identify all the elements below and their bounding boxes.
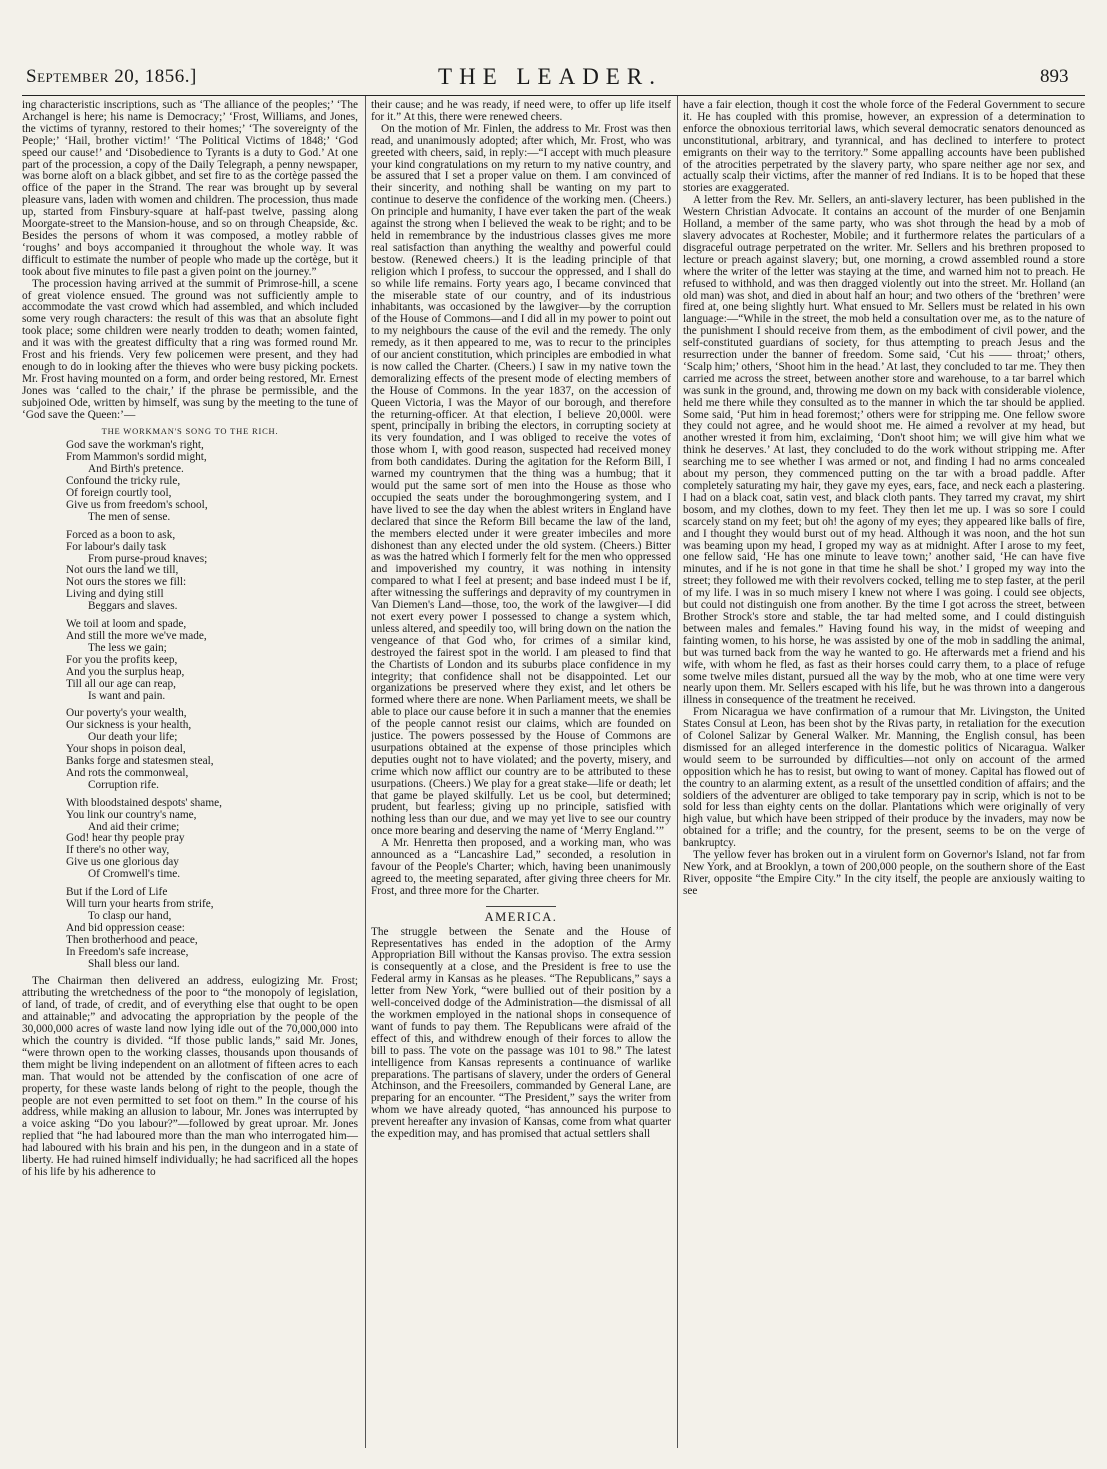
poem-line: We toil at loom and spade, [66,618,187,631]
poem-line: God save the workman's right, [66,439,204,452]
poem-line: Of Cromwell's time. [88,868,181,881]
poem-line: Then brotherhood and peace, [66,933,198,946]
column-2 [371,100,671,1450]
poem-line: Give us from freedom's school, [66,498,208,511]
poem-line: And you the surplus heap, [66,665,185,678]
poem-line: Our death your life; [88,731,178,744]
poem-line: For labour's daily task [66,540,167,553]
poem-line: Will turn your hearts from strife, [66,898,214,910]
poem-stanza [22,440,358,523]
poem-line: God! hear thy people pray [66,832,185,845]
section-title-america: AMERICA. [484,909,558,924]
poem-line: But if the Lord of Life [66,886,168,899]
poem-line: And aid their crime; [88,820,180,833]
column-3 [683,100,1085,1450]
section-rule [486,906,556,907]
poem-line: Confound the tricky rule, [66,475,181,488]
poem-line: With bloodstained despots' shame, [66,796,222,809]
paragraph: have a fair election, though it cost the whole force of the Federal Government to secure it. He has coupled with this promise, however, an expression of a determination to enforce the obnoxious territorial laws, which several democratic senators denounced as unconstitutional, arbitrary, and tyrannical, and has declined to interfere to protect emigrants on their way to the territory.” Some appalling accounts have been published of the atrocities perpetrated by the slavery party, who spare neither age nor sex, and actually scalp their victims, after the manner of red Indians. It is to be hoped that these stories are exaggerated. [683,100,1085,195]
poem-line: Give us one glorious day [66,856,179,869]
poem-line: And Birth's pretence. [88,463,184,476]
poem-line: Our sickness is your health, [66,719,192,732]
poem-line: From purse-proud knaves; [88,552,208,565]
issue-date: September 20, 1856.] [26,66,197,87]
poem-line: Forced as a boon to ask, [66,528,176,541]
poem-line: Is want and pain. [88,689,166,702]
poem-line: Your shops in poison deal, [66,743,186,756]
page-header [0,64,1107,94]
paragraph: The procession having arrived at the summit of Primrose-hill, a scene of great violence ensued. The ground was not sufficiently ample to accommodate the vast crowd which had assembled, and which included some very rough characters: the result of this was that an absolute fight took place; some children were nearly trodden to death; women fainted, and it was with the greatest difficulty that a ring was formed round Mr. Frost and his friends. Very few policemen were present, and they had enough to do in looking after the thieves who were busy picking pockets. Mr. Frost having mounted on a form, and order being restored, Mr. Ernest Jones was ‘called to the chair,’ if the phrase be permissible, and the subjoined Ode, written by himself, was sung by the meeting to the tune of ‘God save the Queen:’— [22,277,358,421]
poem-line: The less we gain; [88,641,167,654]
poem-line: In Freedom's safe increase, [66,945,189,958]
page-number: 893 [1040,66,1069,87]
paragraph: On the motion of Mr. Finlen, the address to Mr. Frost was then read, and unanimously adopted; after which, Mr. Frost, who was greeted with cheers, said, in reply:—“I accept with much pleasure your kind congratulations on my return to my native country, and be assured that I set a proper value on them. I am convinced of their sincerity, and nothing shall be wanting on my part to continue to deserve the confidence of the working men. (Cheers.) On principle and humanity, I have ever taken the part of the weak against the strong when I believed the weak to be right; and to be held in remembrance by the industrious classes gives me more real satisfaction than anything the wealthy and powerful could bestow. (Renewed cheers.) It is the leading principle of that religion which I profess, to succour the oppressed, and I shall do so while life remains. Forty years ago, I became convinced that the miserable state of our country, and of its industrious inhabitants, was occasioned by the lawgiver—by the corruption of the House of Commons—and I did all in my power to point out to my neighbours the cause of the evil and the remedy. The only remedy, as it then appeared to me, was to recur to the principles of our ancient constitution, which principles are embodied in what is now called the Charter. (Cheers.) I saw in my native town the demoralizing effects of the present mode of electing members of the House of Commons. In the year 1837, on the accession of Queen Victoria, I was the Mayor of our borough, and therefore the returning-officer. At that election, I believe 20,000l. were spent, principally in bribing the electors, in corrupting society at its very foundation, and I was obliged to receive the votes of those whom I, with good reason, suspected had received money from both candidates. During the agitation for the Reform Bill, I warned my countrymen that the thing was a humbug; that it would put the same sort of men into the House as those who occupied the seats under the boroughmongering system, and I have lived to see the day when the ablest writers in England have declared that since the Reform Bill became the law of the land, the members elected under it were greater imbeciles and more dishonest than any elected under the old system. (Cheers.) Bitter as was the hatred which I formerly felt for the men who oppressed and impoverished my country, it was nothing in intensity compared to what I feel at present; and base indeed must I be if, after witnessing the sufferings and depravity of my countrymen in Van Diemen's Land—those, too, the work of the lawgiver—I did not exert every power I possessed to change a system which, unless altered, and speedily too, will bring down on the nation the vengeance of that God who, for crimes of a similar kind, destroyed the fairest spot in the world. I am pleased to find that the Chartists of London and its suburbs place confidence in my integrity; that confidence shall not be disappointed. Let our organizations be preserved where they exist, and let others be formed where there are none. When Parliament meets, we shall be able to place our cause before it in such a manner that the enemies of the people cannot resist our claims, which are founded on justice. The powers possessed by the House of Commons are usurpations obtained at the expense of those principles which deputies ought not to have violated; and the poverty, misery, and crime which now afflict our country are to be attributed to these usurpations. (Cheers.) We play for a great stake—life or death; let that game be played skilfully. Let us be cool, but determined; prudent, but fearless; giving up no principle, satisfied with nothing less than our due, and we may yet live to see our country once more bearing and deserving the name of ‘Merry England.’” [371,122,671,838]
poem-line: Living and dying still [66,588,164,601]
poem-line: From Mammon's sordid might, [66,451,207,464]
paragraph: their cause; and he was ready, if need were, to offer up life itself for it.” At this, there were renewed cheers. [371,100,671,123]
poem-line: You link our country's name, [66,808,197,821]
column-divider-2 [677,96,678,1448]
poem-title: THE WORKMAN'S SONG TO THE RICH. [101,426,279,437]
poem-line: Our poverty's your wealth, [66,707,187,720]
paragraph: A letter from the Rev. Mr. Sellers, an anti-slavery lecturer, has been published in the Western Christian Advocate. It contains an account of the murder of one Benjamin Holland, a member of the same party, who was shot through the head by a mob of slavery advocates at Rochester, Mobile; and it furthermore relates the particulars of a disgraceful outrage perpetrated on the writer. Mr. Sellers and his brethren proposed to lecture or preach against slavery; but, one morning, a crowd assembled round a store where the writer of the letter was staying at the time, and warned him not to preach. He refused to withhold, and was then dragged violently out into the street. Mr. Holland (an old man) was shot, and died in about half an hour; and two others of the ‘brethren’ were fired at, one being slightly hurt. What ensued to Mr. Sellers must be related in his own language:—“While in the street, the mob held a consultation over me, as to the nature of the punishment I should receive from them, as the embodiment of civil power, and the self-constituted guardians of society, for thus attempting to preach Jesus and the resurrection under the banner of freedom. Some said, ‘Cut his —— throat;’ others, ‘Scalp him;’ others, ‘Shoot him in the head.’ At last, they concluded to tar me. They then carried me across the street, between another store and warehouse, to a tar barrel which was sunk in the ground, and, throwing me down on my back with considerable violence, held me there while they consulted as to the manner in which the tar should be applied. Some said, ‘Put him in head foremost;’ others were for stripping me. One fellow swore they could not agree, and he would shoot me. He aimed a revolver at my head, but another wrested it from him, exclaiming, ‘Don't shoot him; we will give him what we think he deserves.’ At last, they concluded to do the work without stripping me. After searching me to see whether I was armed or not, and finding I had no arms concealed about my person, they commenced putting on the tar with a broad paddle. After completely saturating my hair, they gave my eyes, ears, face, and neck each a plastering. I had on a black coat, satin vest, and black cloth pants. They tarred my cravat, my shirt bosom, and my clothes, down to my feet. They then let me up. I was so sore I could scarcely stand on my feet; but oh! the agony of my eyes; they appeared like balls of fire, and I thought they would burst out of my head. Although it was noon, and the hot sun was beaming upon my head, I groped my way as at midnight. After I arose to my feet, one fellow said, ‘He has one minute to leave town;’ another said, ‘He can have five minutes, and if he is not gone in that time he shall be shot.’ I groped my way into the street; they followed me with their revolvers cocked, telling me to step faster, at the peril of my life. I was in so much misery I knew not where I was going. I could see objects, but could not distinguish one from another. By the time I got across the street, between Brother Strock's store and stable, the tar had melted some, and I could distinguish between males and females.” Having found his way, in the midst of weeping and fainting women, to his horse, he was assisted by one of the mob in saddling the animal, but was turned back from the way he wanted to go. He afterwards met a friend and his wife, with whom he fled, as fast as their horses could carry them, to a place of refuge some twelve miles distant, pursued all the way by the mob, who at one time were very nearly upon them. Mr. Sellers escaped with his life, but he was thrown into a dangerous illness in consequence of the treatment he received. [683,194,1085,707]
poem-line: Not ours the land we till, [66,564,179,577]
poem-line: And rots the commonweal, [66,766,189,779]
paragraph: A Mr. Henretta then proposed, and a working man, who was announced as a “Lancashire Lad,” seconded, a resolution in favour of the People's Charter; which, having been unanimously agreed to, the meeting separated, after giving three cheers for Mr. Frost, and three more for the Charter. [371,837,671,897]
poem-line: Not ours the stores we fill: [66,576,187,589]
header-rule [22,95,1085,96]
poem-line: Corruption rife. [88,778,159,791]
poem-stanza [22,887,358,970]
poem-stanza [22,619,358,702]
poem-line: Till all our age can reap, [66,677,177,690]
poem-stanza [22,708,358,791]
poem-line: Of foreign courtly tool, [66,487,172,499]
paragraph: The Chairman then delivered an address, eulogizing Mr. Frost; attributing the wretchedness of the poor to “the monopoly of legislation, of land, of trade, of credit, and of everything else that ought to be open and attainable;” and advocating the appropriation by the people of the 30,000,000 acres of waste land now lying idle out of the 70,000,000 into which the country is divided. “If those public lands,” said Mr. Jones, “were thrown open to the working classes, thousands upon thousands of them might be living independent on an allotment of fifteen acres to each man. That would not be attended by the confiscation of one acre of property, for these waste lands belong of right to the people, though the people are not even permitted to set foot on them.” In the course of his address, while making an allusion to labour, Mr. Jones was interrupted by a voice asking “Do you labour?”—followed by great uproar. Mr. Jones replied that “he had laboured more than the man who interrogated him—had laboured with his brain and his pen, in the dungeon and in a state of liberty. He had ruined himself individually; he had sacrificed all the hopes of his life by his adherence to [22,975,358,1178]
poem-line: Shall bless our land. [88,957,180,970]
poem-line: To clasp our hand, [88,909,172,922]
poem-line: Beggars and slaves. [88,600,178,613]
poem-line: Banks forge and statesmen steal, [66,755,214,768]
poem-stanza [22,530,358,613]
paragraph: The struggle between the Senate and the House of Representatives has ended in the adoption of the Army Appropriation Bill without the Kansas proviso. The extra session is consequently at a close, and the President is free to use the Federal army in Kansas as he pleases. “The Republicans,” says a letter from New York, “were bullied out of their position by a well-conceived dodge of the Administration—the dismissal of all the workmen employed in the national shops in consequence of want of funds to pay them. The Republicans were afraid of the effect of this, and withdrew enough of their forces to allow the bill to pass. The vote on the passage was 101 to 98.” The latest intelligence from Kansas represents a continuance of warlike preparations. The partisans of slavery, under the orders of General Atchinson, and the Freesoilers, commanded by General Lane, are preparing for an encounter. “The President,” says the writer from whom we have already quoted, “has announced his purpose to prevent hereafter any invasion of Kansas, come from what quarter the expedition may, and has promised that actual settlers shall [371,925,671,1141]
poem-line: For you the profits keep, [66,653,178,666]
paragraph: ing characteristic inscriptions, such as ‘The alliance of the peoples;’ ‘The Archangel is here; his name is Democracy;’ ‘Frost, Williams, and Jones, the victims of tyranny, restored to their homes;’ ‘The sovereignty of the People;’ ‘Hail, brother victim!’ ‘The Political Victims of 1848;’ ‘God speed our cause!’ and ‘Disobedience to Tyrants is a duty to God.’ At one part of the procession, a copy of the Daily Telegraph, a penny newspaper, was borne aloft on a black gibbet, and set fire to as the cortège passed the office of the paper in the Strand. The rear was brought up by several pleasure vans, laden with women and children. The procession, thus made up, started from Finsbury-square at half-past twelve, passing along Moorgate-street to the Mansion-house, and so on through Cheapside, &c. Besides the persons of whom it was composed, a motley rabble of ‘roughs’ and boys accompanied it throughout the whole way. It was difficult to estimate the number of people who made up the cortège, but it took about five minutes to file past a given point on the journey.” [22,100,358,278]
poem-line: If there's no other way, [66,844,170,857]
poem-line: And bid oppression cease: [66,921,185,934]
paragraph: The yellow fever has broken out in a virulent form on Governor's Island, not far from New York, and at Brooklyn, a town of 200,000 people, on the southern shore of the East River, opposite “the Empire City.” In the city itself, the people are anxiously waiting to see [683,849,1085,897]
poem-stanza [22,798,358,881]
poem-line: The men of sense. [88,510,171,523]
column-divider-1 [365,96,366,1448]
paragraph: From Nicaragua we have confirmation of a rumour that Mr. Livingston, the United States Consul at Leon, has been shot by the Rivas party, in retaliation for the execution of Colonel Salizar by General Walker. Mr. Manning, the English consul, has been dismissed for an alleged interference in the domestic politics of Nicaragua. Walker would seem to be surrounded by difficulties—not only on account of the armed opposition which he has to resist, but owing to want of money. Capital has flowed out of the country to an alarming extent, as a result of the unsettled condition of affairs; and the soldiers of the adventurer are obliged to take temporary pay in scrip, which is not to be sold for less than eighty cents on the dollar. Plantations which were originally of very high value, but which have been stripped of their produce by the invaders, may now be obtained for a trifle; and the country, for the present, seems to be on the verge of bankruptcy. [683,706,1085,850]
column-1 [22,100,358,1450]
newspaper-title: THE LEADER. [438,64,662,89]
poem-line: And still the more we've made, [66,629,207,642]
